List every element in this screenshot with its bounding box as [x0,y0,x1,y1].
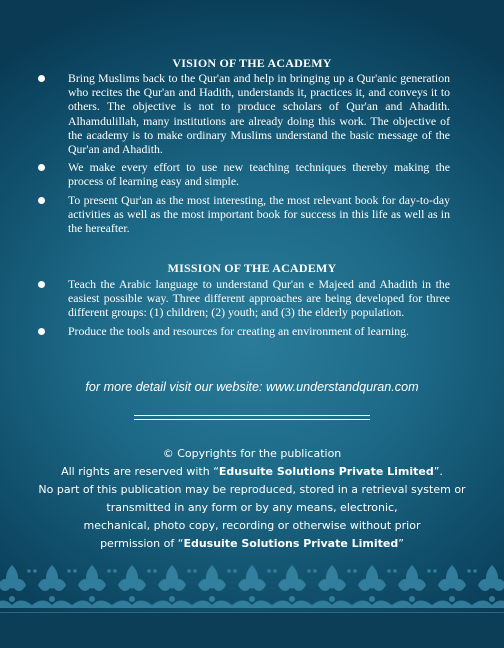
vision-list [38,71,450,239]
bullet-icon [38,75,45,82]
bottom-band [0,612,504,648]
rights-prefix: All rights are reserved with “ [61,465,219,478]
vision-item-2: We make every effort to use new teaching techniques thereby making the process of learning easy and simple. [68,160,450,189]
mission-item-2: Produce the tools and resources for creating an environment of learning. [68,323,410,338]
vision-heading: VISION OF THE ACADEMY [172,56,332,70]
list-item [38,324,450,338]
list-item [38,193,450,236]
company-name-2: Edusuite Solutions Private Limited [183,537,399,550]
bullet-icon [38,197,45,204]
vision-item-1: Bring Muslims back to the Qur'an and help in bringing up a Qur'anic generation who recites the Qur'an and Hadith, understands it, practices it, and conveys it to others. The objective is not to produce scholars of Qur'an and Ahadith. Alhamdulillah, many institutions are already doing this work. The objective of the academy is to make ordinary Muslims understand the basic message of the Qur'an and Ahadith. [68,71,450,157]
copyright-title: © Copyrights for the publication [162,447,342,460]
copyright-line-3: No part of this publication may be reproduced, stored in a retrieval system or [38,483,466,496]
copyright-rights-line [0,463,504,481]
mission-heading: MISSION OF THE ACADEMY [167,261,337,275]
decorative-ornament-border [0,555,504,615]
copyright-block [0,445,504,553]
rights-suffix: ”. [433,465,443,478]
permission-suffix: ” [398,537,404,550]
bullet-icon [38,281,45,288]
vision-item-3: To present Qur'an as the most interesting, the most relevant book for day-to-day activities as well as the most important book for success in this life as well as in the hereafter. [68,192,450,236]
bullet-icon [38,328,45,335]
website-line: for more detail visit our website: www.understandquran.com [85,380,419,394]
list-item [38,277,450,320]
copyright-line-4: transmitted in any form or by any means, electronic, [106,501,398,514]
bottom-band-line [0,612,504,613]
bullet-icon [38,164,45,171]
mission-list [38,277,450,342]
mission-item-1: Teach the Arabic language to understand Qur'an e Majeed and Ahadith in the easiest possible way. Three different approaches are being developed for three different groups: (1) children; (2) youth; and (3) the elderly population. [68,277,450,320]
divider-line-bottom [134,419,370,420]
copyright-permission-line [0,535,504,553]
copyright-line-5: mechanical, photo copy, recording or otherwise without prior [83,519,421,532]
list-item [38,160,450,188]
permission-prefix: permission of “ [100,537,184,550]
company-name: Edusuite Solutions Private Limited [218,465,434,478]
list-item [38,71,450,156]
divider-line-top [134,415,370,416]
